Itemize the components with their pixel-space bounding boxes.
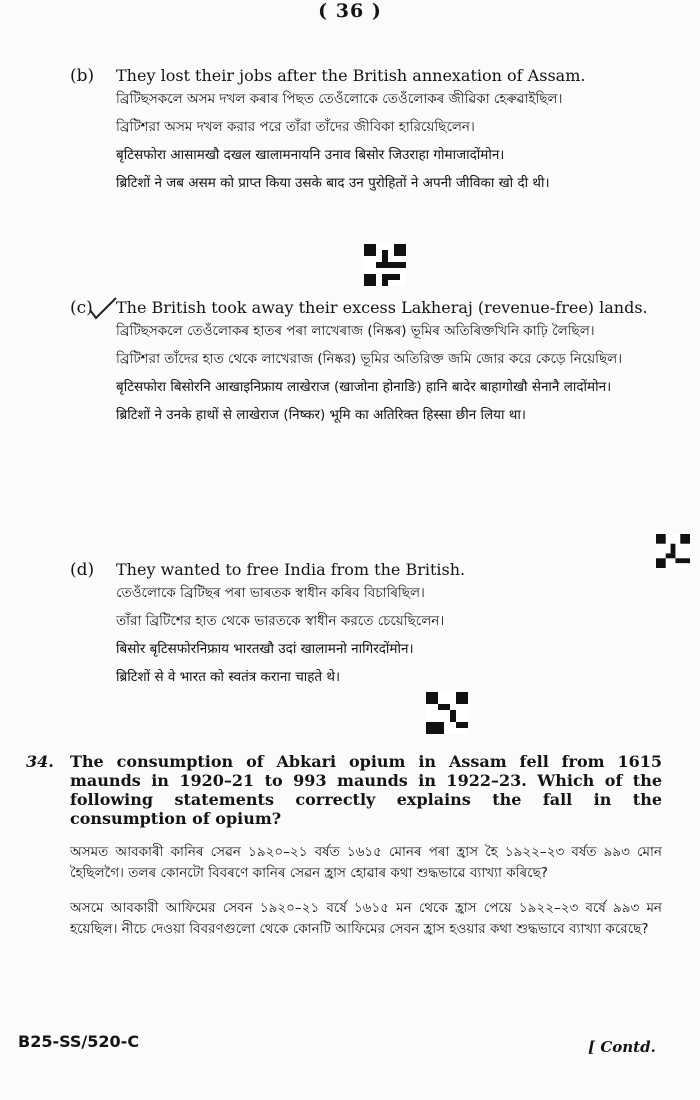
option-label: (b): [70, 66, 95, 86]
option-c: [70, 298, 660, 433]
option-text-bodo: बृटिसफोरा बिसोरनि आखाइनिफ्राय लाखेराज (खाजोना होनाङि) हानि बादेर बाहागोखौ सेनानै लादोंमोन।: [116, 379, 612, 395]
option-text-english: The British took away their excess Lakheraj (revenue-free) lands.: [116, 298, 648, 317]
option-text-hindi: ब्रिटिशों से वे भारत को स्वतंत्र कराना चाहते थे।: [116, 669, 341, 685]
option-b: [70, 66, 660, 201]
option-text-bengali: তাঁরা ব্রিটিশের হাত থেকে ভারতকে স্বাধীন করতে চেয়েছিলেন।: [116, 613, 445, 629]
question-34: [26, 752, 662, 947]
paper-code: B25-SS/520-C: [18, 1032, 140, 1051]
option-label: (c): [70, 298, 93, 318]
option-d: [70, 560, 660, 695]
page-number: ( 36 ): [318, 0, 382, 22]
qr-code-icon: [426, 692, 468, 734]
option-text-assamese: ব্ৰিটিছসকলে তেওঁলোকৰ হাতৰ পৰা লাখেৰাজ (নিষ্কৰ) ভূমিৰ অতিৰিক্তখিনি কাঢ়ি লৈছিল।: [116, 323, 595, 339]
option-text-hindi: ब्रिटिशों ने जब असम को प्राप्त किया उसके बाद उन पुरोहितों ने अपनी जीविका खो दी थी।: [116, 175, 550, 191]
option-text-english: They wanted to free India from the British.: [116, 560, 466, 579]
qr-code-icon: [656, 534, 690, 568]
question-number: 34.: [26, 752, 54, 771]
option-text-bodo: बिसोर बृटिसफोरनिफ्राय भारतखौ उदां खालामनो नागिरदोंमोन।: [116, 641, 414, 657]
tick-mark-icon: [86, 296, 120, 322]
option-text-assamese: তেওঁলোকে ব্ৰিটিছৰ পৰা ভাৰতক স্বাধীন কৰিব বিচাৰিছিল।: [116, 585, 425, 601]
option-text-bodo: बृटिसफोरा आसामखौ दखल खालामनायनि उनाव बिसोर जिउराहा गोमाजादोंमोन।: [116, 147, 505, 163]
qr-code-icon: [364, 244, 406, 286]
option-text-bengali: ব্রিটিশরা অসম দখল করার পরে তাঁরা তাঁদের জীবিকা হারিয়েছিলেন।: [116, 119, 475, 135]
option-text-bengali: ব্রিটিশরা তাঁদের হাত থেকে লাখেরাজ (নিষ্কর) ভূমির অতিরিক্ত জমি জোর করে কেড়ে নিয়েছিল।: [116, 351, 623, 367]
option-text-hindi: ब्रिटिशों ने उनके हाथों से लाखेराज (निष्कर) भूमि का अतिरिक्त हिस्सा छीन लिया था।: [116, 407, 526, 423]
question-text-assamese: অসমত আবকাৰী কানিৰ সেৱন ১৯২০–২১ বৰ্ষত ১৬১৫ মোনৰ পৰা হ্ৰাস হৈ ১৯২২–২৩ বৰ্ষত ৯৯৩ মোন হৈছিলগৈ। তলৰ কোনটো বিবৰণে কানিৰ সেৱন হ্ৰাস হোৱাৰ কথা শুদ্ধভাৱে ব্যাখ্যা কৰিছে?: [70, 844, 662, 881]
option-text-assamese: ব্ৰিটিছসকলে অসম দখল কৰাৰ পিছত তেওঁলোকে তেওঁলোকৰ জীৱিকা হেৰুৱাইছিল।: [116, 91, 563, 107]
option-text-english: They lost their jobs after the British annexation of Assam.: [116, 66, 586, 85]
question-text-english: The consumption of Abkari opium in Assam fell from 1615 maunds in 1920–21 to 993 maunds in 1922–23. Which of the following statements correctly explains the fall in the consumption of opium?: [70, 752, 662, 828]
option-label: (d): [70, 560, 95, 580]
question-text-bengali: অসমে আবকারী আফিমের সেবন ১৯২০–২১ বর্ষে ১৬১৫ মন থেকে হ্রাস পেয়ে ১৯২২–২৩ বর্ষে ৯৯৩ মন হয়েছিল। নীচে দেওয়া বিবরণগুলো থেকে কোনটি আফিমের সেবন হ্রাস হওয়ার কথা শুদ্ধভাবে ব্যাখ্যা করেছে?: [70, 900, 662, 937]
continued-label: [ Contd.: [588, 1038, 656, 1056]
